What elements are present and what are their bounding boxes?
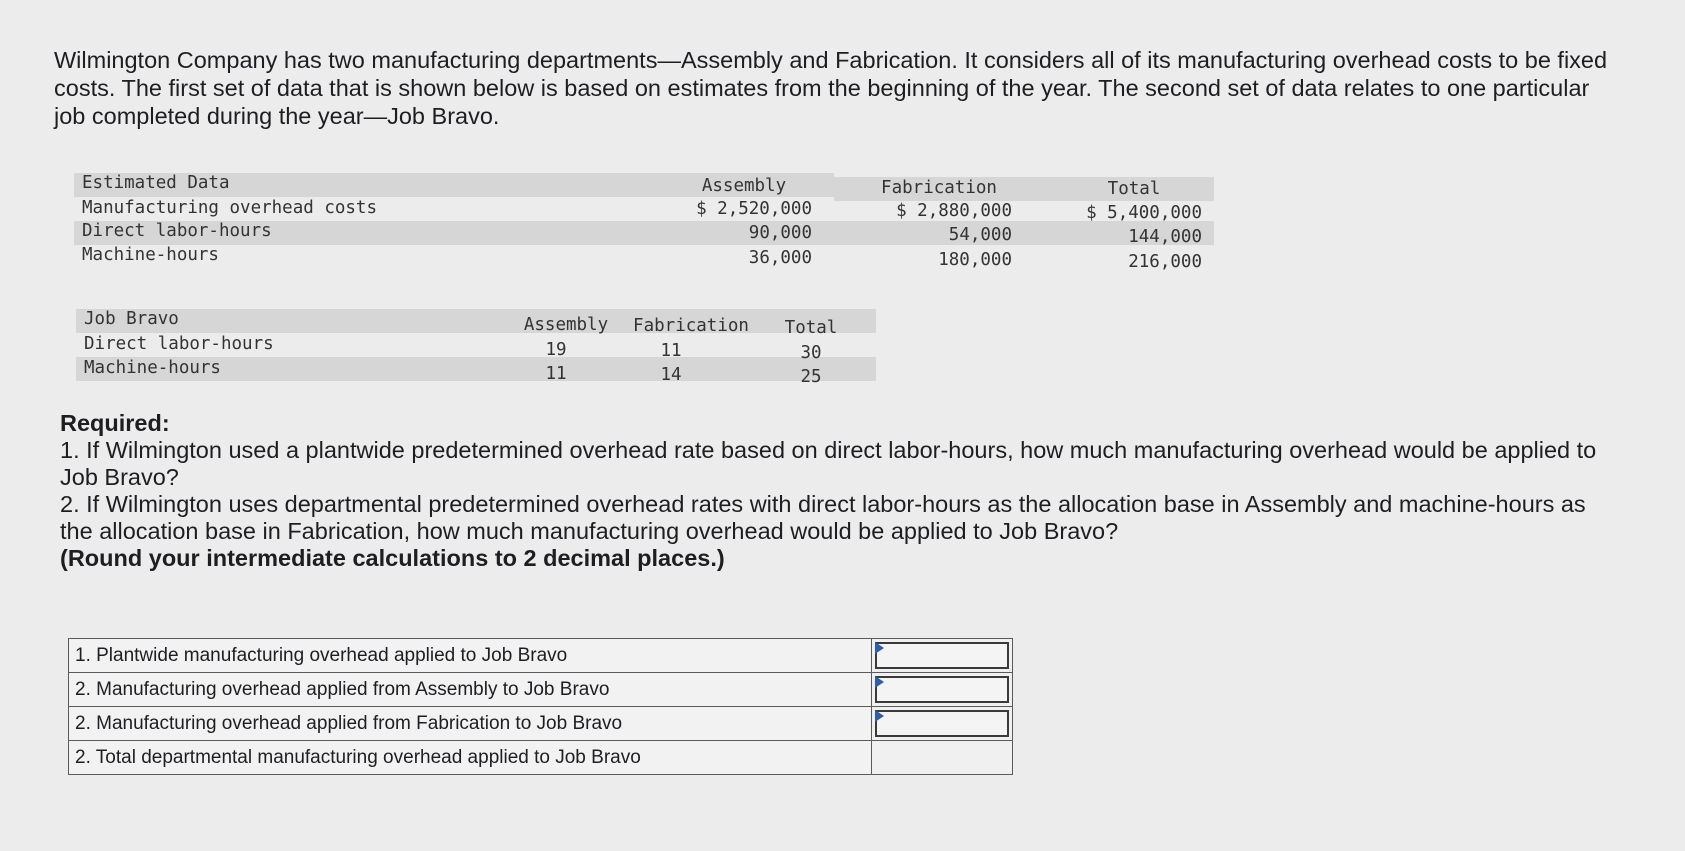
question-1: 1. If Wilmington used a plantwide predetermined overhead rate based on direct labor-hours, how much manufacturing overhead would be applied to Job Bravo? (60, 437, 1597, 490)
est-cell: $ 5,400,000 (1086, 203, 1202, 223)
job-cell: 19 (545, 340, 567, 360)
required-title: Required: (60, 410, 170, 436)
answer-label: 1. Plantwide manufacturing overhead applied to Job Bravo (69, 639, 872, 673)
job-cell: 25 (800, 367, 822, 387)
answer-input-fabrication[interactable] (875, 710, 1009, 737)
answer-row (69, 673, 1013, 707)
job-cell: 11 (660, 341, 682, 361)
est-cell: $ 2,880,000 (896, 201, 1012, 221)
required-section (60, 410, 1620, 572)
est-row-label: Direct labor-hours (82, 221, 272, 241)
answer-cell (872, 707, 1013, 741)
rounding-note: (Round your intermediate calculations to 2 decimal places.) (60, 545, 725, 571)
job-row-label: Machine-hours (84, 358, 221, 378)
job-cell: 30 (800, 343, 822, 363)
estimated-data-table (74, 173, 1214, 293)
answer-cell (872, 673, 1013, 707)
answer-input-assembly[interactable] (875, 676, 1009, 703)
answer-row (69, 707, 1013, 741)
problem-intro: Wilmington Company has two manufacturing departments—Assembly and Fabrication. It considers all of its manufacturing overhead costs to be fixed costs. The first set of data that is shown below is based on estimates from the beginning of the year. The second set of data relates to one particular job completed during the year—Job Bravo. (54, 47, 1608, 129)
answer-label: 2. Manufacturing overhead applied from Fabrication to Job Bravo (69, 707, 872, 741)
est-cell: 90,000 (748, 223, 812, 243)
answer-label: 2. Total departmental manufacturing overhead applied to Job Bravo (69, 741, 872, 775)
est-cell: $ 2,520,000 (696, 199, 812, 219)
job-cell: 14 (660, 365, 682, 385)
answer-cell (872, 639, 1013, 673)
est-cell: 54,000 (948, 225, 1012, 245)
answer-row (69, 639, 1013, 673)
input-marker-icon (875, 642, 884, 654)
est-cell: 180,000 (938, 250, 1012, 270)
est-cell: 216,000 (1128, 252, 1202, 272)
est-col-fabrication: Fabrication (881, 178, 997, 198)
job-col-fabrication: Fabrication (633, 316, 749, 336)
answer-total-cell (872, 741, 1013, 775)
estimated-data-title: Estimated Data (82, 173, 230, 193)
est-cell: 36,000 (748, 248, 812, 268)
est-row-label: Manufacturing overhead costs (82, 198, 378, 218)
est-row-label: Machine-hours (82, 245, 219, 265)
input-marker-icon (875, 710, 884, 722)
job-row-label: Direct labor-hours (84, 334, 274, 354)
answer-label: 2. Manufacturing overhead applied from Assembly to Job Bravo (69, 673, 872, 707)
job-cell: 11 (545, 364, 567, 384)
est-cell: 144,000 (1128, 227, 1202, 247)
est-col-assembly: Assembly (701, 176, 787, 196)
answer-input-plantwide[interactable] (875, 642, 1009, 669)
answer-table (68, 638, 1013, 775)
job-bravo-table (76, 306, 896, 396)
answer-row (69, 741, 1013, 775)
job-col-total: Total (784, 318, 838, 338)
est-col-total: Total (1107, 179, 1161, 199)
question-2: 2. If Wilmington uses departmental predetermined overhead rates with direct labor-hours as the allocation base in Assembly and machine-hours as the allocation base in Fabrication, how much manufacturing overhead would be applied to Job Bravo? (60, 491, 1586, 544)
job-col-assembly: Assembly (523, 315, 609, 335)
input-marker-icon (875, 676, 884, 688)
job-bravo-title: Job Bravo (84, 309, 179, 329)
